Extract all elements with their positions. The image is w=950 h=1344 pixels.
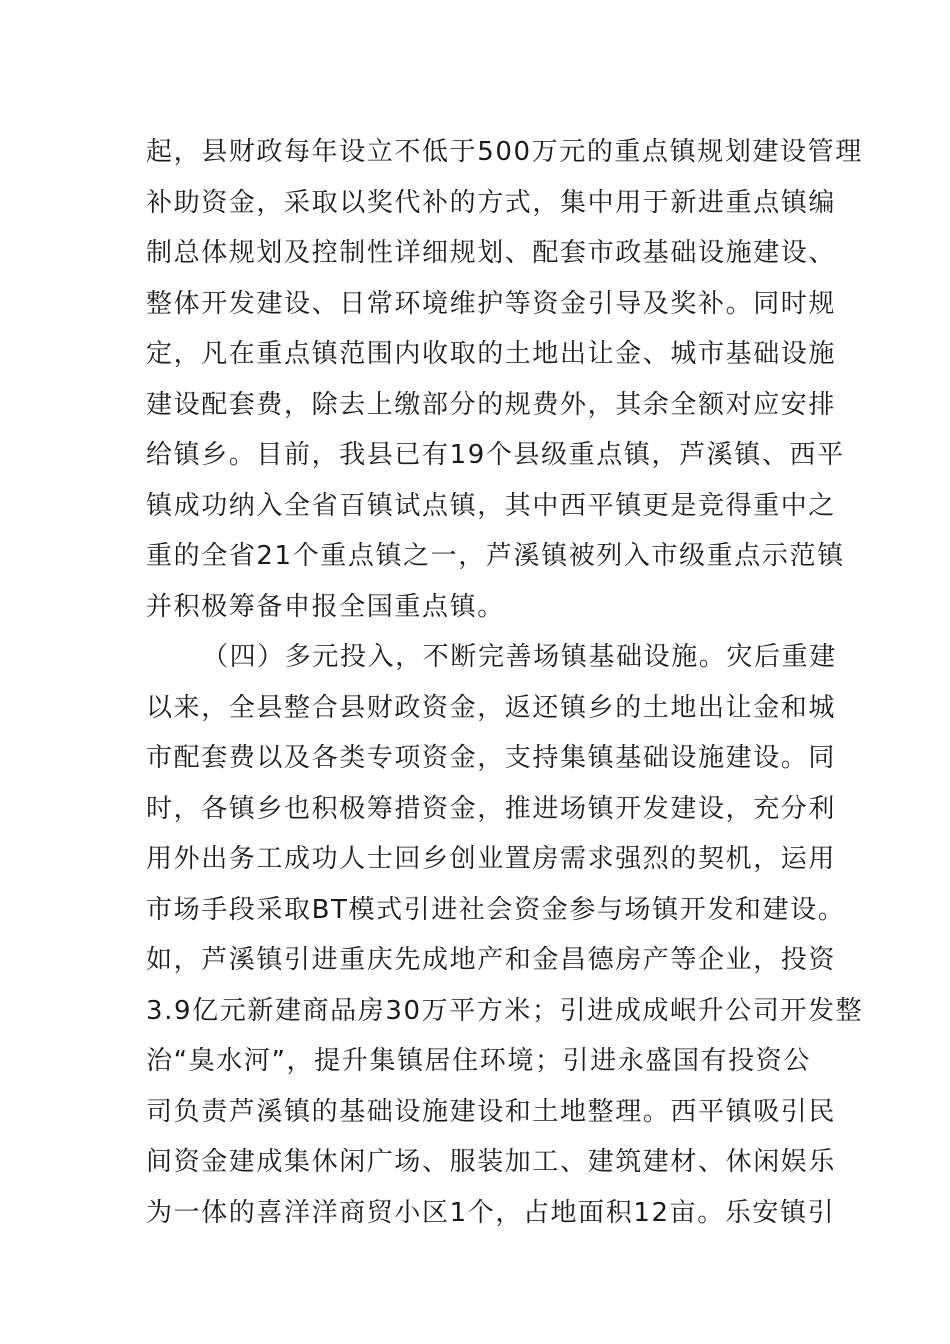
text-line: 以来，全县整合县财政资金，返还镇乡的土地出让金和城 (146, 692, 837, 723)
text-line: 用外出务工成功人士回乡创业置房需求强烈的契机，运用 (146, 844, 837, 874)
text-line: 重的全省21个重点镇之一，芦溪镇被列入市级重点示范镇 (146, 541, 845, 571)
text-line: 给镇乡。目前，我县已有19个县级重点镇，芦溪镇、西平 (146, 440, 845, 470)
text-line: 并积极筹备申报全国重点镇。 (146, 591, 505, 622)
text-line: 司负责芦溪镇的基础设施建设和土地整理。西平镇吸引民 (146, 1096, 837, 1127)
section-heading-line: （四）多元投入，不断完善场镇基础设施。灾后重建 (202, 642, 837, 672)
text-line: 定，凡在重点镇范围内收取的土地出让金、城市基础设施 (146, 339, 837, 369)
text-line: 补助资金，采取以奖代补的方式，集中用于新进重点镇编 (146, 187, 837, 218)
text-line: 镇成功纳入全省百镇试点镇，其中西平镇更是竞得重中之 (146, 490, 837, 521)
text-line: 制总体规划及控制性详细规划、配套市政基础设施建设、 (146, 238, 837, 268)
text-line: 市配套费以及各类专项资金，支持集镇基础设施建设。同 (146, 743, 837, 773)
body-text (146, 127, 864, 1238)
text-line: 如，芦溪镇引进重庆先成地产和金昌德房产等企业，投资 (146, 945, 837, 975)
text-line: 起，县财政每年设立不低于500万元的重点镇规划建设管理 (146, 137, 863, 167)
text-line: 整体开发建设、日常环境维护等资金引导及奖补。同时规 (146, 288, 837, 319)
text-line: 间资金建成集休闲广场、服装加工、建筑建材、休闲娱乐 (146, 1147, 837, 1177)
text-line: 治“臭水河”，提升集镇居住环境；引进永盛国有投资公 (146, 1046, 811, 1076)
text-line: 建设配套费，除去上缴部分的规费外，其余全额对应安排 (146, 389, 837, 420)
text-line: 市场手段采取BT模式引进社会资金参与场镇开发和建设。 (146, 894, 846, 925)
text-line: 3.9亿元新建商品房30万平方米；引进成成岷升公司开发整 (146, 995, 864, 1026)
text-line: 时，各镇乡也积极筹措资金，推进场镇开发建设，充分利 (146, 793, 837, 824)
text-line: 为一体的喜洋洋商贸小区1个，占地面积12亩。乐安镇引 (146, 1197, 836, 1228)
